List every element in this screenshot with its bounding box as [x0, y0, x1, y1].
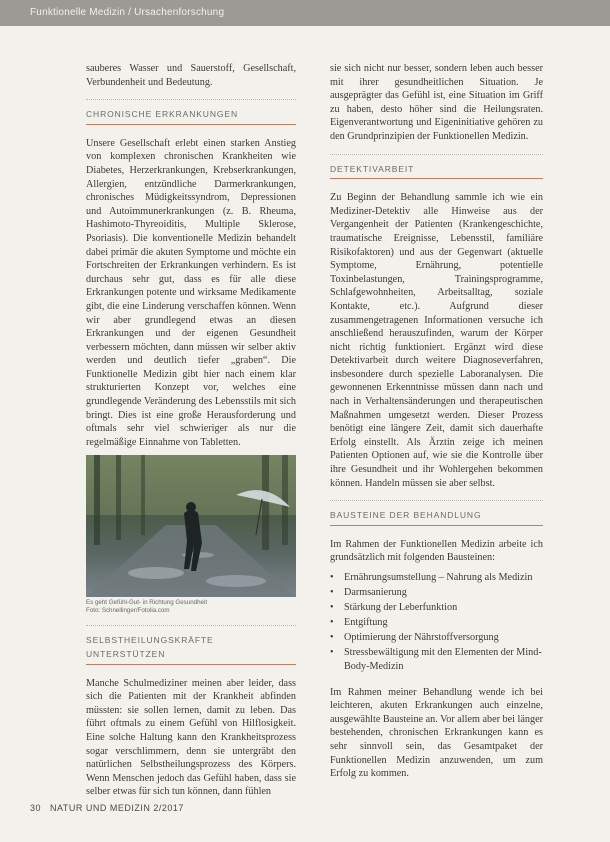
building-blocks-list — [330, 571, 543, 674]
list-item: • Entgiftung — [330, 616, 543, 630]
running-head-bar — [0, 0, 610, 26]
closing-text: Im Rahmen meiner Behandlung wende ich bei leichteren, akuten Erkrankungen auch einzelne, ausgewählte Bausteine an. Vor allem aber bei länger bestehenden, chronischen Erkrankungen kann es sehr sinnvoll sein, das Gesamtpaket der Funktionellen Medizin anzuwenden, um zum Erfolg zu kommen. — [330, 686, 543, 780]
magazine-name: NATUR UND MEDIZIN 2/2017 — [50, 803, 184, 813]
section-title-detective: DETEKTIVARBEIT — [330, 154, 543, 180]
list-item: • Stressbewältigung mit den Elementen der Mind-Body-Medizin — [330, 646, 543, 673]
left-intro-text: saubereѕ Wasser und Sauerstoff, Gesellschaft, Verbundenheit und Bedeutung. — [86, 63, 296, 88]
right-intro-text: sie sich nicht nur besser, sondern leben auch besser mit ihrer gesundheitlichen Situation. Je ausgeprägter das Gefühl ist, eine Situation im Griff zu haben, desto höher sind die Heilungsraten. Eigenverantwortung und Eigeninitiative gehören zu den Grundprinzipien der Funktionellen Medizin. — [330, 63, 543, 142]
section-text-self-healing: Manche Schulmediziner meinen aber leider, dass sich die Patienten mit der Krankheit abfinden müssten: sie sollen lernen, damit zu leben. Das führt oftmals zu einem Gefühl von Hilflosigkeit. Eine solche Haltung kann den Krankheitsprozess sogar verschlimmern, denn sie untergräbt den natürlichen Selbstheilungsprozess des Körpers. Wenn Menschen jedoch das Gefühl haben, dass sie selber etwas für sich tun können, dann fühlen — [86, 677, 296, 798]
section-text-building-blocks: Im Rahmen der Funktionellen Medizin arbeite ich grundsätzlich mit folgenden Bausteinen: — [330, 538, 543, 564]
photo-caption — [86, 599, 296, 615]
section-title-chronic: CHRONISCHE ERKRANKUNGEN — [86, 99, 296, 125]
caption-credit: Foto: Schnellinger/Fotolia.com — [86, 607, 170, 615]
section-text-detective: Zu Beginn der Behandlung sammle ich wie ein Mediziner-Detektiv alle Hinweise aus der Vergangenheit der Patienten (Krankengeschichte, traumatische Ereignisse, Lebensstil, familiäre Risikofaktoren) und aus der Gegenwart (aktuelle Symptome, Ernährung, potentielle Toxinbelastungen, Trainingsprogramme, Schlafgewohnheiten, Arbeitsalltag, soziale Kontakte, etc.). Aufgrund dieser zusammengetragenen Informationen versuche ich anschließend herauszufinden, warum der Körper nicht richtig funktioniert. Ergänzt wird diese Detektivarbeit durch weitere Diagnoseverfahren, insbesondere durch spezielle Laboranalysen. Die gewonnenen Erkenntnisse müssen dann nach und nach in Verhaltensänderungen und therapeutischen Maßnahmen umgesetzt werden. Dieser Prozess benötigt eine längere Zeit, damit sich dauerhafte Erfolg einstellt. Als Ärztin zeige ich meinen Patienten Optionen auf, wie sie die Kontrolle über ihre Gesundheit und ihr Wohlergehen bekommen können. Handeln müssen sie aber selbst. — [330, 192, 543, 489]
page-footer — [30, 803, 184, 813]
photo-illustration — [86, 455, 296, 597]
page-number: 30 — [30, 803, 42, 813]
section-title-building-blocks: BAUSTEINE DER BEHANDLUNG — [330, 500, 543, 526]
list-item: • Stärkung der Leberfunktion — [330, 601, 543, 615]
left-column — [86, 62, 296, 805]
list-item: • Darmsanierung — [330, 586, 543, 600]
running-head: Funktionelle Medizin / Ursachenforschung — [30, 7, 225, 18]
jogger-rain-photo — [86, 455, 296, 597]
section-text-chronic: Unsere Gesellschaft erlebt einen starken Anstieg von komplexen chronischen Krankheiten wie Diabetes, Herzerkrankungen, Krebserkrankungen, Allergien, entzündliche Darmerkrankungen, chronisches Müdigkeitssyndrom, Depressionen und Autoimmunerkrankungen (z. B. Rheuma, Hashimoto-Thyreoiditis, Multiple Sklerose, Psoriasis). Die konventionelle Medizin behandelt dabei primär die akuten Symptome und möchte ein Fortschreiten der Erkrankungen verhindern. Es ist durchaus sehr gut, dass es für alle diese Erkrankungen potente und wirksame Medikamente gibt, die eine Linderung verschaffen können. Wenn wir aber grundlegend etwas an diesen Erkrankungen und der eigenen Gesundheit verbessern möchten, dann müssen wir selber aktiv werden und deutlich tiefer „graben“. Die Funktionelle Medizin gibt hier nach einem klar strukturierten Konzept vor, welches eine grundlegende Veränderung des Lebensstils mit sich bringt. Dies ist eine große Herausforderung und oftmals sehr viel schwieriger als nur die regelmäßige Einnahme von Tabletten. — [86, 137, 296, 448]
section-title-self-healing: SELBSTHEILUNGSKRÄFTE UNTERSTÜTZEN — [86, 625, 296, 664]
list-item: • Optimierung der Nährstoffversorgung — [330, 631, 543, 645]
caption-line-1: Es geht Gefühl-Gut- in Richtung Gesundheit — [86, 599, 208, 607]
right-column — [330, 62, 543, 787]
list-item: • Ernährungsumstellung – Nahrung als Medizin — [330, 571, 543, 585]
